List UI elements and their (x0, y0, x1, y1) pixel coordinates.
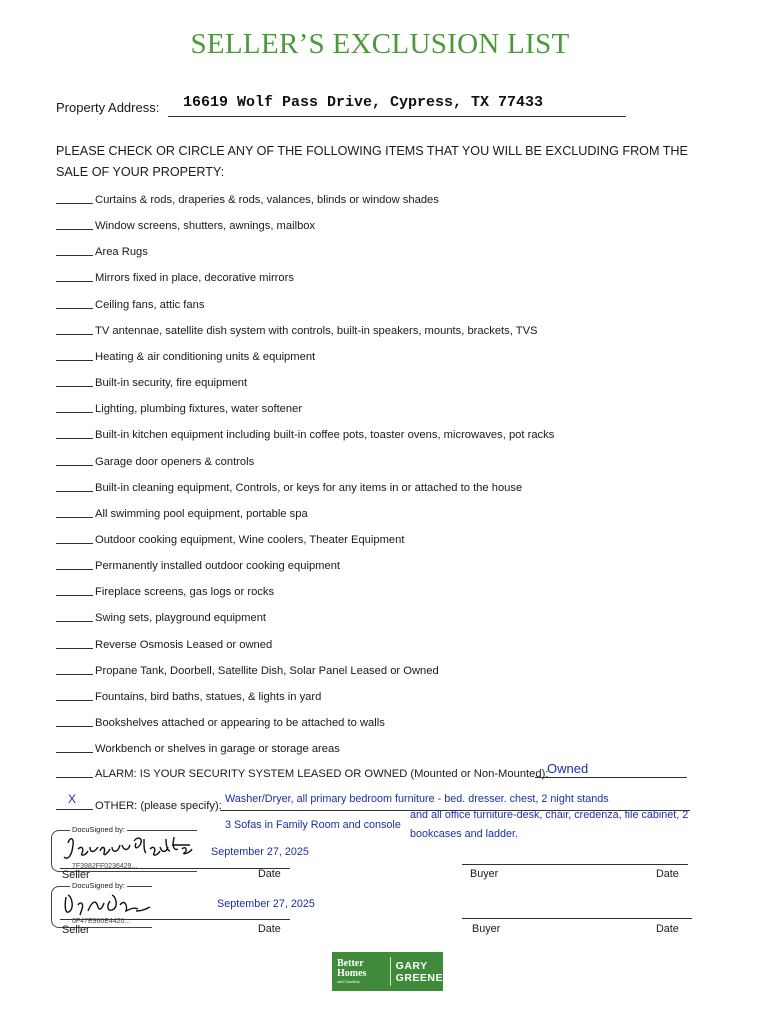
other-label: OTHER: (please specify): (95, 800, 222, 812)
exclusion-item (56, 689, 321, 703)
exclusion-item (56, 637, 272, 651)
exclusion-item-label: Mirrors fixed in place, decorative mirrors (95, 272, 294, 284)
exclusion-item (56, 244, 148, 258)
exclusion-item-checkbox-blank[interactable] (56, 454, 93, 466)
buyer-1-signature-line (462, 864, 688, 865)
buyer-1-label: Buyer (470, 868, 499, 880)
exclusion-item-label: Fountains, bird baths, statues, & lights in yard (95, 691, 322, 703)
logo-brand-line-2: Homes (337, 967, 367, 979)
docusigned-by-label-2: DocuSigned by: (72, 881, 125, 890)
exclusion-item (56, 715, 385, 729)
exclusion-item-label: Workbench or shelves in garage or storage areas (95, 743, 340, 755)
seller-1-date-label: Date (258, 868, 281, 880)
buyer-2-signature-line (462, 918, 692, 919)
exclusion-item-label: Reverse Osmosis Leased or owned (95, 639, 273, 651)
other-text-line-2-right[interactable]: and all office furniture-desk, chair, credenza, file cabinet, 2 (410, 809, 689, 821)
exclusion-item (56, 349, 315, 363)
exclusion-item (56, 584, 274, 598)
other-text-line-3[interactable]: bookcases and ladder. (410, 828, 519, 840)
exclusion-item-checkbox-blank[interactable] (56, 689, 93, 701)
exclusion-item-label: Permanently installed outdoor cooking equipment (95, 560, 341, 572)
exclusion-item-checkbox-blank[interactable] (56, 637, 93, 649)
exclusion-item (56, 401, 302, 415)
instructions-text: PLEASE CHECK OR CIRCLE ANY OF THE FOLLOWING ITEMS THAT YOU WILL BE EXCLUDING FROM THE SALE OF YOUR PROPERTY: (56, 144, 688, 179)
logo-gary: GARY (395, 959, 428, 972)
exclusion-item-checkbox-blank[interactable] (56, 323, 93, 335)
exclusion-item-checkbox-blank[interactable] (56, 244, 93, 256)
seller-1-hash: 7F3982FF0236429... (72, 863, 138, 870)
exclusion-item (56, 297, 204, 311)
exclusion-item-label: Fireplace screens, gas logs or rocks (95, 586, 275, 598)
exclusion-item-checkbox-blank[interactable] (56, 558, 93, 570)
alarm-item (56, 766, 548, 780)
property-address-value[interactable]: 16619 Wolf Pass Drive, Cypress, TX 77433 (183, 94, 544, 111)
buyer-2-label: Buyer (472, 923, 501, 935)
exclusion-item-label: Curtains & rods, draperies & rods, valances, blinds or window shades (95, 194, 439, 206)
exclusion-item-label: Swing sets, playground equipment (95, 612, 267, 624)
seller-2-date-label: Date (258, 923, 281, 935)
exclusion-item-checkbox-blank[interactable] (56, 297, 93, 309)
exclusion-item-checkbox-blank[interactable] (56, 270, 93, 282)
logo-divider (390, 957, 391, 986)
exclusion-item-checkbox-blank[interactable] (56, 427, 93, 439)
exclusion-item (56, 454, 254, 468)
other-item (56, 798, 222, 812)
exclusion-item-checkbox-blank[interactable] (56, 532, 93, 544)
property-address-line (168, 116, 626, 117)
exclusion-item-checkbox-blank[interactable] (56, 480, 93, 492)
seller-2-date-value[interactable]: September 27, 2025 (217, 898, 315, 910)
logo-greene: GREENE (395, 971, 443, 984)
exclusion-item-checkbox-blank[interactable] (56, 741, 93, 753)
exclusion-item-label: All swimming pool equipment, portable spa (95, 508, 308, 520)
alarm-label: ALARM: IS YOUR SECURITY SYSTEM LEASED OR OWNED (Mounted or Non-Mounted): (95, 768, 549, 780)
exclusion-item-checkbox-blank[interactable] (56, 375, 93, 387)
exclusion-item (56, 192, 439, 206)
exclusion-item (56, 480, 522, 494)
exclusion-item-checkbox-blank[interactable] (56, 401, 93, 413)
exclusion-item (56, 506, 308, 520)
exclusion-item-checkbox-blank[interactable] (56, 584, 93, 596)
exclusion-item-label: Lighting, plumbing fixtures, water softener (95, 403, 303, 415)
exclusion-item-label: Garage door openers & controls (95, 456, 255, 468)
property-address-label: Property Address: (56, 100, 160, 115)
exclusion-item (56, 663, 439, 677)
page-title: SELLER’S EXCLUSION LIST (190, 28, 570, 60)
exclusion-item-checkbox-blank[interactable] (56, 218, 93, 230)
exclusion-item-checkbox-blank[interactable] (56, 663, 93, 675)
exclusion-item-label: Heating & air conditioning units & equipment (95, 351, 316, 363)
exclusion-item-label: TV antennae, satellite dish system with controls, built-in speakers, mounts, brackets, TVS (95, 325, 538, 337)
exclusion-item (56, 375, 247, 389)
alarm-answer-value[interactable]: Owned (547, 761, 589, 776)
exclusion-item-checkbox-blank[interactable] (56, 715, 93, 727)
seller-2-hash: 0F47E960E4420... (72, 918, 131, 925)
exclusion-item (56, 270, 294, 284)
seller-1-label: Seller (62, 869, 90, 881)
exclusion-item-label: Bookshelves attached or appearing to be attached to walls (95, 717, 385, 729)
exclusion-item-label: Built-in cleaning equipment, Controls, or keys for any items in or attached to the house (95, 482, 523, 494)
alarm-answer-line (535, 777, 687, 778)
exclusion-item-label: Area Rugs (95, 246, 148, 258)
docusigned-by-label-1: DocuSigned by: (72, 825, 125, 834)
exclusion-item-label: Built-in kitchen equipment including built-in coffee pots, toaster ovens, microwaves, pot racks (95, 429, 555, 441)
logo-brand-line-3: and Gardens (337, 978, 360, 984)
exclusion-item-checkbox-blank[interactable] (56, 610, 93, 622)
exclusion-item (56, 558, 340, 572)
exclusion-item-checkbox-blank[interactable] (56, 506, 93, 518)
other-text-line-2-left[interactable]: 3 Sofas in Family Room and console (225, 819, 401, 831)
buyer-1-date-label: Date (656, 868, 679, 880)
exclusion-item-label: Built-in security, fire equipment (95, 377, 248, 389)
exclusion-item (56, 610, 266, 624)
exclusion-item-checkbox-blank[interactable] (56, 192, 93, 204)
buyer-2-date-label: Date (656, 923, 679, 935)
other-check-mark[interactable]: X (68, 792, 77, 806)
exclusion-item (56, 427, 554, 441)
exclusion-item-checkbox-blank[interactable] (56, 349, 93, 361)
brokerage-logo (332, 952, 443, 991)
exclusion-item-label: Outdoor cooking equipment, Wine coolers, Theater Equipment (95, 534, 405, 546)
exclusion-item (56, 323, 538, 337)
exclusion-item (56, 532, 405, 546)
seller-1-date-value[interactable]: September 27, 2025 (211, 846, 309, 858)
exclusion-item-label: Propane Tank, Doorbell, Satellite Dish, Solar Panel Leased or Owned (95, 665, 439, 677)
exclusion-item-label: Ceiling fans, attic fans (95, 299, 205, 311)
exclusion-item-label: Window screens, shutters, awnings, mailbox (95, 220, 316, 232)
alarm-checkbox-blank[interactable] (56, 766, 93, 778)
logo-brand-line-1: Better (337, 957, 364, 969)
other-text-line-1[interactable]: Washer/Dryer, all primary bedroom furniture - bed. dresser. chest, 2 night stands (225, 793, 609, 805)
seller-2-label: Seller (62, 924, 90, 936)
exclusion-item (56, 218, 315, 232)
exclusion-item (56, 741, 340, 755)
